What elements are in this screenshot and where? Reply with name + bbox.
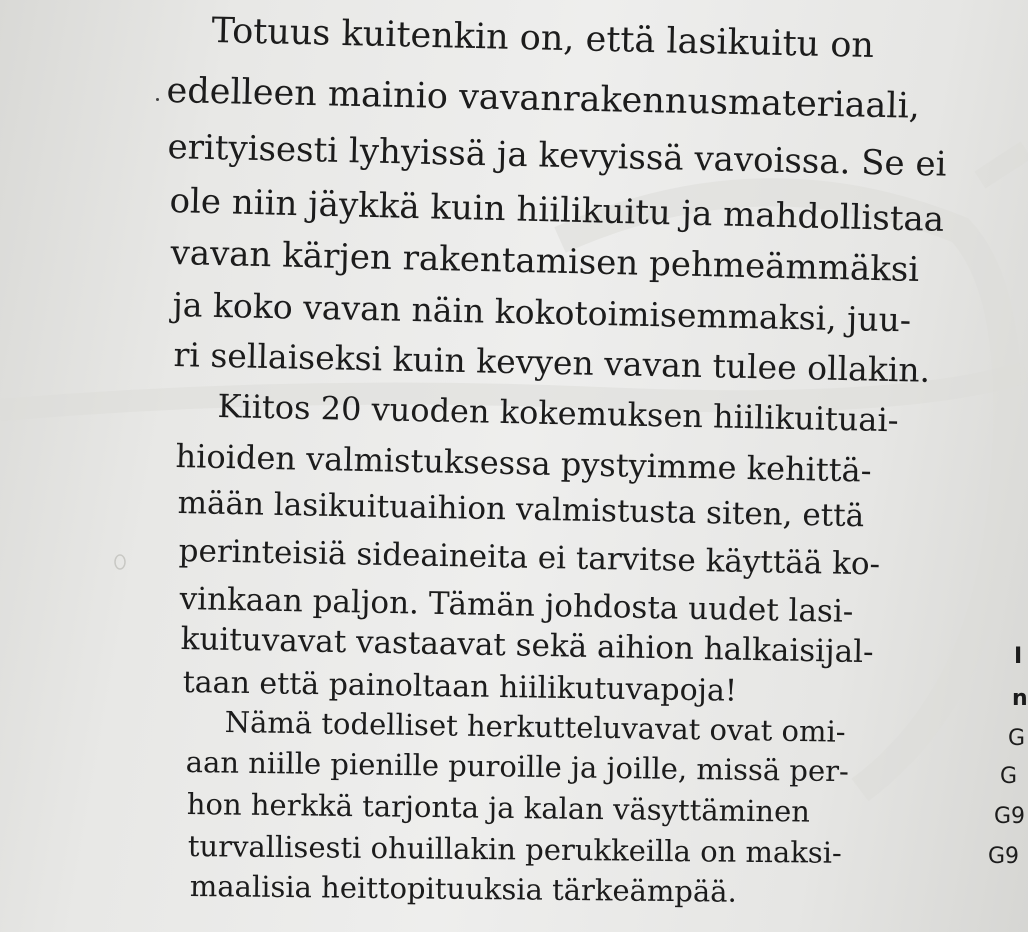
text-line: turvallisesti ohuillakin perukkeilla on maksi- (187, 829, 843, 870)
text-line: perinteisiä sideaineita ei tarvitse käyttää ko- (178, 533, 881, 583)
text-line: vavan kärjen rakentamisen pehmeämmäksi (170, 233, 920, 290)
text-line: edelleen mainio vavanrakennusmateriaali, (166, 71, 921, 127)
text-line: ole niin jäykkä kuin hiilikuitu ja mahdollistaa (169, 181, 945, 240)
text-line: Nämä todelliset herkutteluvavat ovat omi- (224, 705, 846, 749)
side-column-item: G9 (994, 804, 1026, 829)
text-line: hon herkkä tarjonta ja kalan väsyttäminen (186, 787, 811, 829)
text-line: kuituvavat vastaavat sekä aihion halkaisijal- (180, 621, 874, 671)
text-line: vinkaan paljon. Tämän johdosta uudet lasi- (179, 581, 854, 630)
text-line: maalisia heittopituuksia tärkeämpää. (189, 869, 737, 909)
text-line: erityisesti lyhyissä ja kevyissä vavoissa. Se ei (167, 127, 947, 185)
text-line: Kiitos 20 vuoden kokemuksen hiilikuituai- (217, 387, 899, 440)
text-line: mään lasikuituaihion valmistusta siten, että (177, 485, 865, 535)
text-line: Totuus kuitenkin on, että lasikuitu on (211, 11, 875, 67)
side-column-item: G (1000, 764, 1018, 789)
text-line: ja koko vavan näin kokotoimisemmaksi, juu- (172, 285, 912, 340)
side-column-item: G (1008, 726, 1026, 751)
side-column-item: I (1014, 644, 1023, 669)
text-line: taan että painoltaan hiilikutuvapoja! (182, 665, 738, 709)
side-column-item: G9 (988, 844, 1020, 869)
side-column-item: n (1012, 686, 1028, 711)
text-line: ri sellaiseksi kuin kevyen vavan tulee ollakin. (173, 335, 931, 390)
text-line: aan niille pienille puroille ja joille, missä per- (185, 745, 850, 789)
text-line: hioiden valmistuksessa pystyimme kehittä- (175, 437, 872, 490)
